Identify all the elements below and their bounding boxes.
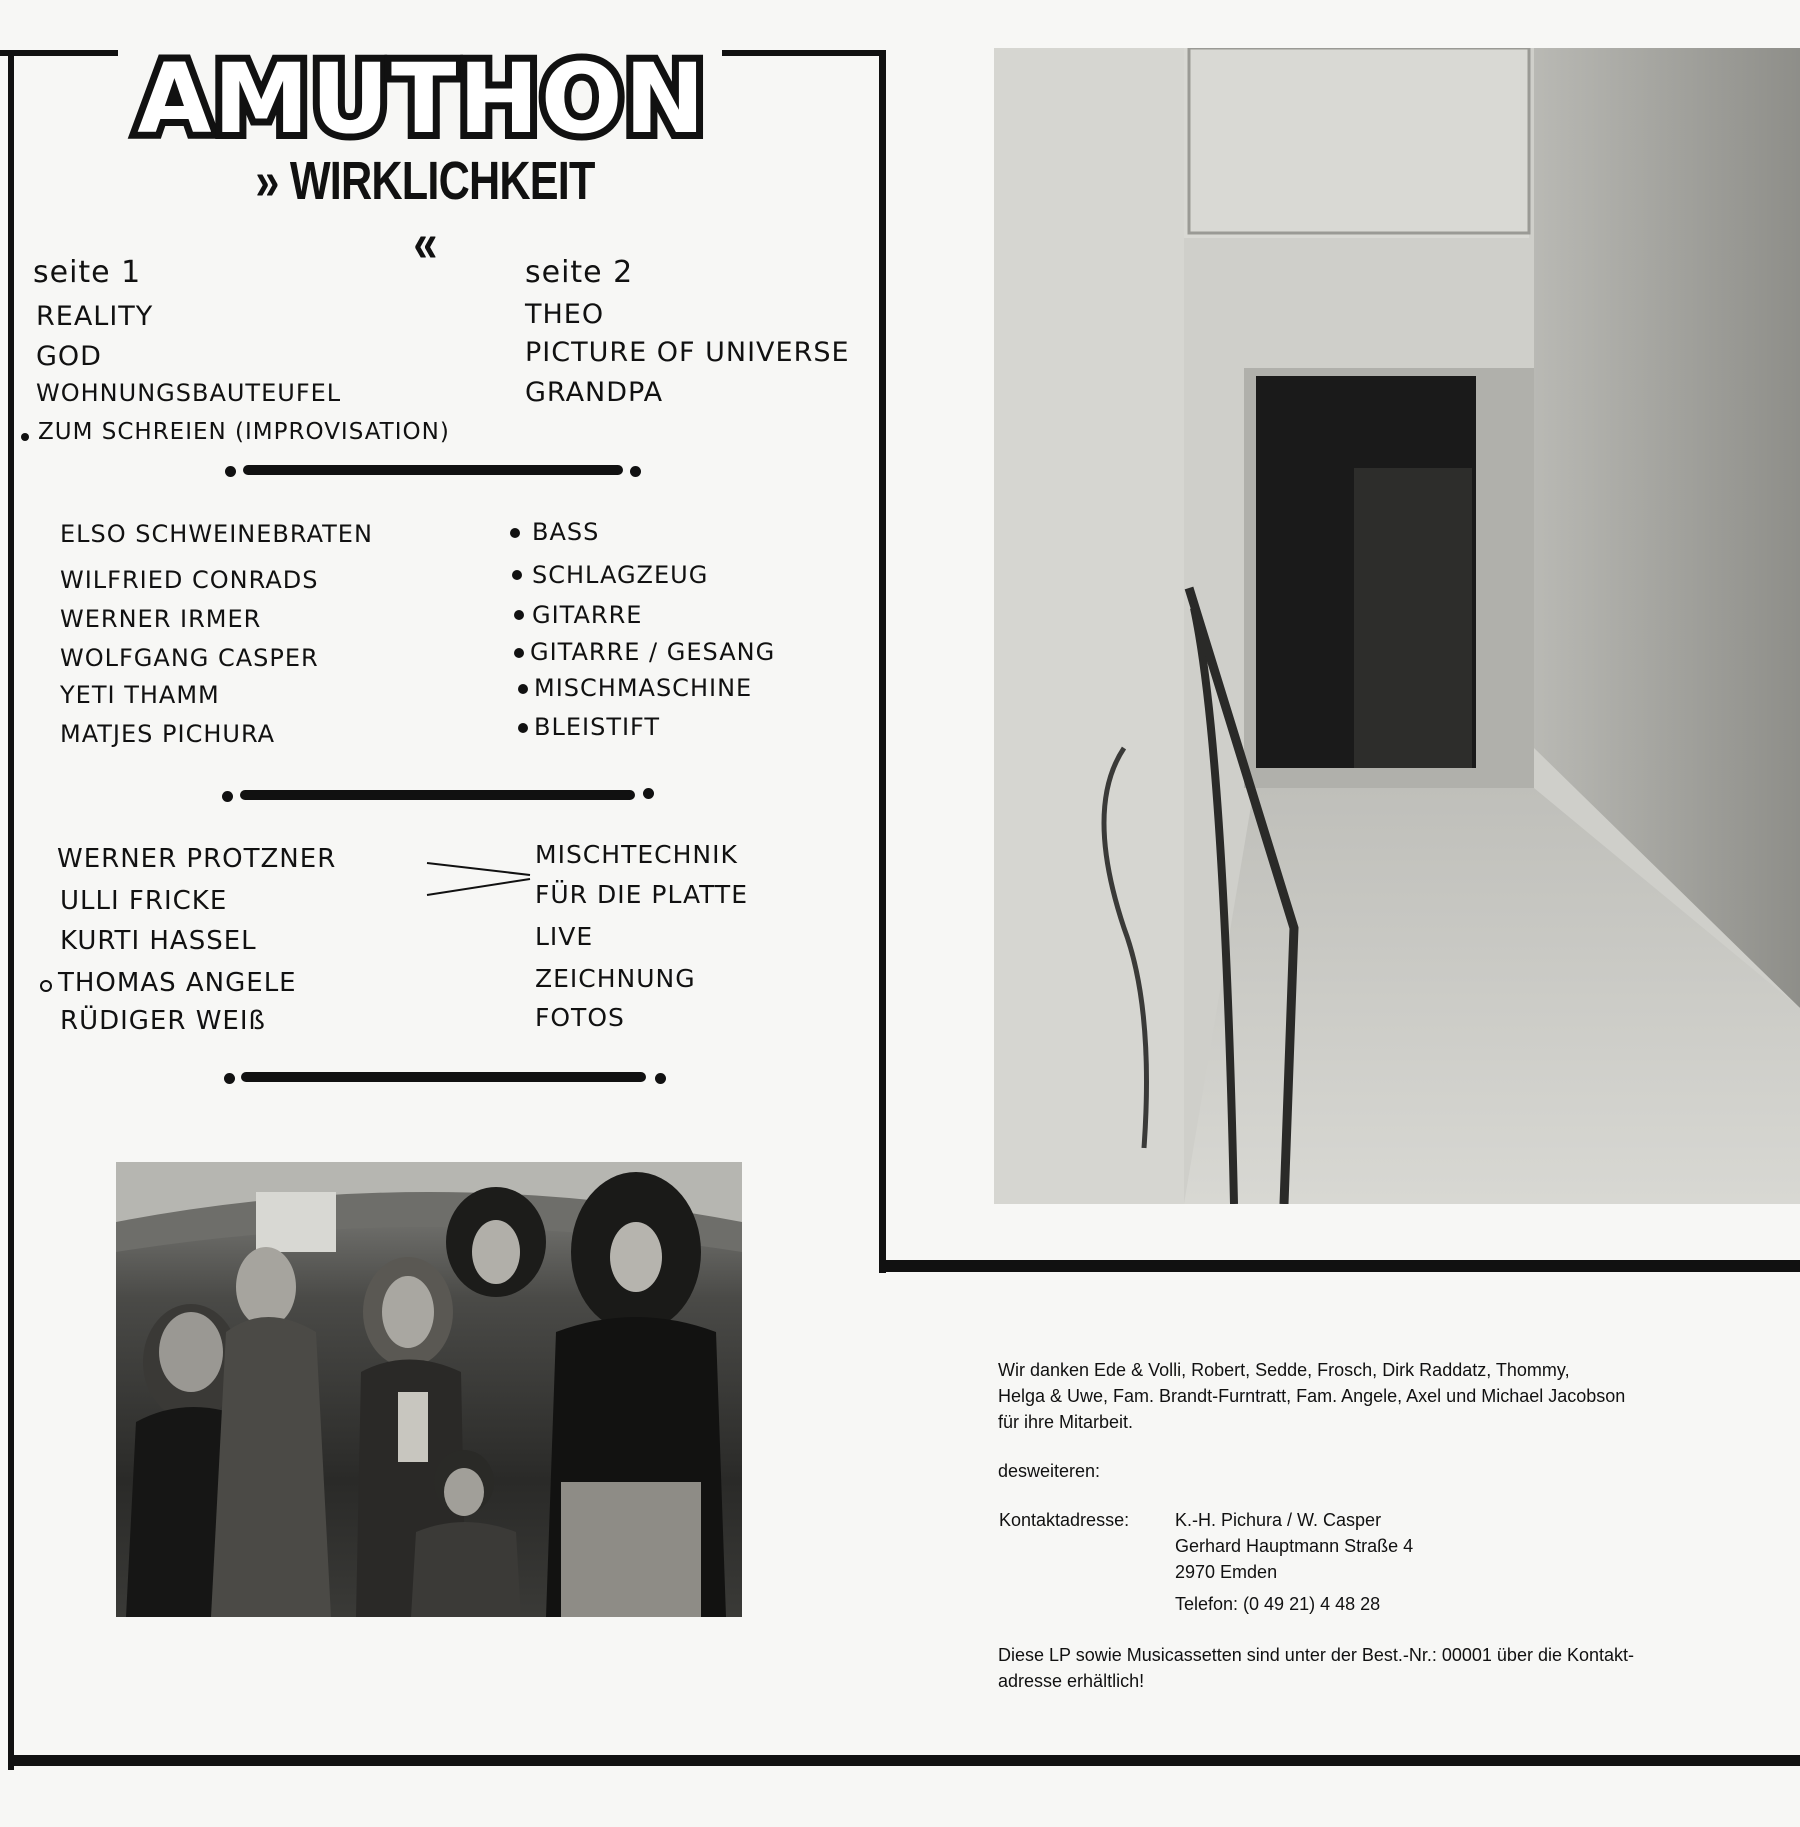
album-title: » WIRKLICHKEIT « xyxy=(255,151,595,273)
crew-name: WERNER PROTZNER xyxy=(57,844,337,874)
order-line: Diese LP sowie Musicassetten sind unter der Best.-Nr.: 00001 über die Kontakt- xyxy=(998,1645,1635,1665)
crew-name: THOMAS ANGELE xyxy=(58,968,297,998)
rule-dot-icon xyxy=(643,788,654,799)
phone-number: Telefon: (0 49 21) 4 48 28 xyxy=(1175,1594,1381,1614)
member-role: SCHLAGZEUG xyxy=(532,561,709,589)
band-photo xyxy=(116,1162,742,1617)
divider-rule xyxy=(243,465,623,475)
divider-rule xyxy=(241,1072,646,1082)
thanks-line: für ihre Mitarbeit. xyxy=(998,1412,1134,1432)
band-logo xyxy=(125,40,720,150)
bullet-icon xyxy=(514,610,524,620)
member-name: YETI THAMM xyxy=(60,681,220,709)
svg-text:AMUTHON: AMUTHON xyxy=(137,43,707,150)
side2-heading: seite 2 xyxy=(525,255,634,290)
member-role: BASS xyxy=(532,518,600,546)
address-line: K.-H. Pichura / W. Casper xyxy=(1175,1510,1382,1530)
bullet-icon xyxy=(21,433,29,441)
rule-dot-icon xyxy=(224,1073,235,1084)
side1-heading: seite 1 xyxy=(33,255,142,290)
crew-role: LIVE xyxy=(535,922,594,951)
open-bullet-icon xyxy=(40,980,52,992)
crew-role: ZEICHNUNG xyxy=(535,964,696,993)
contact-label: Kontaktadresse: xyxy=(999,1510,1130,1530)
order-note xyxy=(998,1642,1634,1694)
track-item: ZUM SCHREIEN (IMPROVISATION) xyxy=(38,419,450,445)
member-name: ELSO SCHWEINEBRATEN xyxy=(60,520,373,548)
frame-left-top xyxy=(0,50,118,56)
order-line: adresse erhältlich! xyxy=(998,1671,1145,1691)
bullet-icon xyxy=(518,684,528,694)
address-line: 2970 Emden xyxy=(1175,1562,1278,1582)
address-line: Gerhard Hauptmann Straße 4 xyxy=(1175,1536,1414,1556)
thanks-line: Wir danken Ede & Volli, Robert, Sedde, Frosch, Dirk Raddatz, Thommy, xyxy=(998,1360,1570,1380)
contact-address xyxy=(1175,1507,1413,1617)
crew-name: RÜDIGER WEIß xyxy=(60,1006,266,1036)
divider-rule xyxy=(240,790,635,800)
bullet-icon xyxy=(514,648,524,658)
track-item: GOD xyxy=(36,341,102,372)
crew-role: MISCHTECHNIK xyxy=(535,840,738,869)
crew-role: FOTOS xyxy=(535,1003,625,1032)
track-item: GRANDPA xyxy=(525,377,664,408)
frame-bottom xyxy=(8,1755,1800,1766)
member-name: MATJES PICHURA xyxy=(60,720,276,748)
thanks-block xyxy=(998,1357,1625,1435)
crew-role: FÜR DIE PLATTE xyxy=(535,880,748,909)
bullet-icon xyxy=(512,570,522,580)
member-role: GITARRE xyxy=(532,601,643,629)
thanks-line: Helga & Uwe, Fam. Brandt-Furntratt, Fam. Angele, Axel und Michael Jacobson xyxy=(998,1386,1626,1406)
track-item: WOHNUNGSBAUTEUFEL xyxy=(36,379,342,407)
rule-dot-icon xyxy=(655,1073,666,1084)
track-item: REALITY xyxy=(36,301,154,332)
rule-dot-icon xyxy=(630,466,641,477)
member-role: GITARRE / GESANG xyxy=(530,638,776,666)
member-role: BLEISTIFT xyxy=(534,713,661,741)
frame-divider-vertical xyxy=(879,50,886,1273)
member-name: WERNER IRMER xyxy=(60,605,262,633)
member-role: MISCHMASCHINE xyxy=(534,674,753,702)
rule-dot-icon xyxy=(225,466,236,477)
frame-left-top-right xyxy=(722,50,885,56)
rule-dot-icon xyxy=(222,791,233,802)
bullet-icon xyxy=(518,723,528,733)
connector-lines xyxy=(425,855,535,900)
further-label: desweiteren: xyxy=(998,1461,1101,1481)
track-item: PICTURE OF UNIVERSE xyxy=(525,337,850,368)
frame-left-side xyxy=(8,50,14,1770)
member-name: WOLFGANG CASPER xyxy=(60,644,319,672)
crew-name: KURTI HASSEL xyxy=(60,926,257,956)
bullet-icon xyxy=(510,528,520,538)
member-name: WILFRIED CONRADS xyxy=(60,566,319,594)
building-photo xyxy=(994,48,1800,1204)
crew-name: ULLI FRICKE xyxy=(60,886,228,916)
frame-photo-bottom xyxy=(879,1260,1800,1272)
track-item: THEO xyxy=(525,299,605,330)
